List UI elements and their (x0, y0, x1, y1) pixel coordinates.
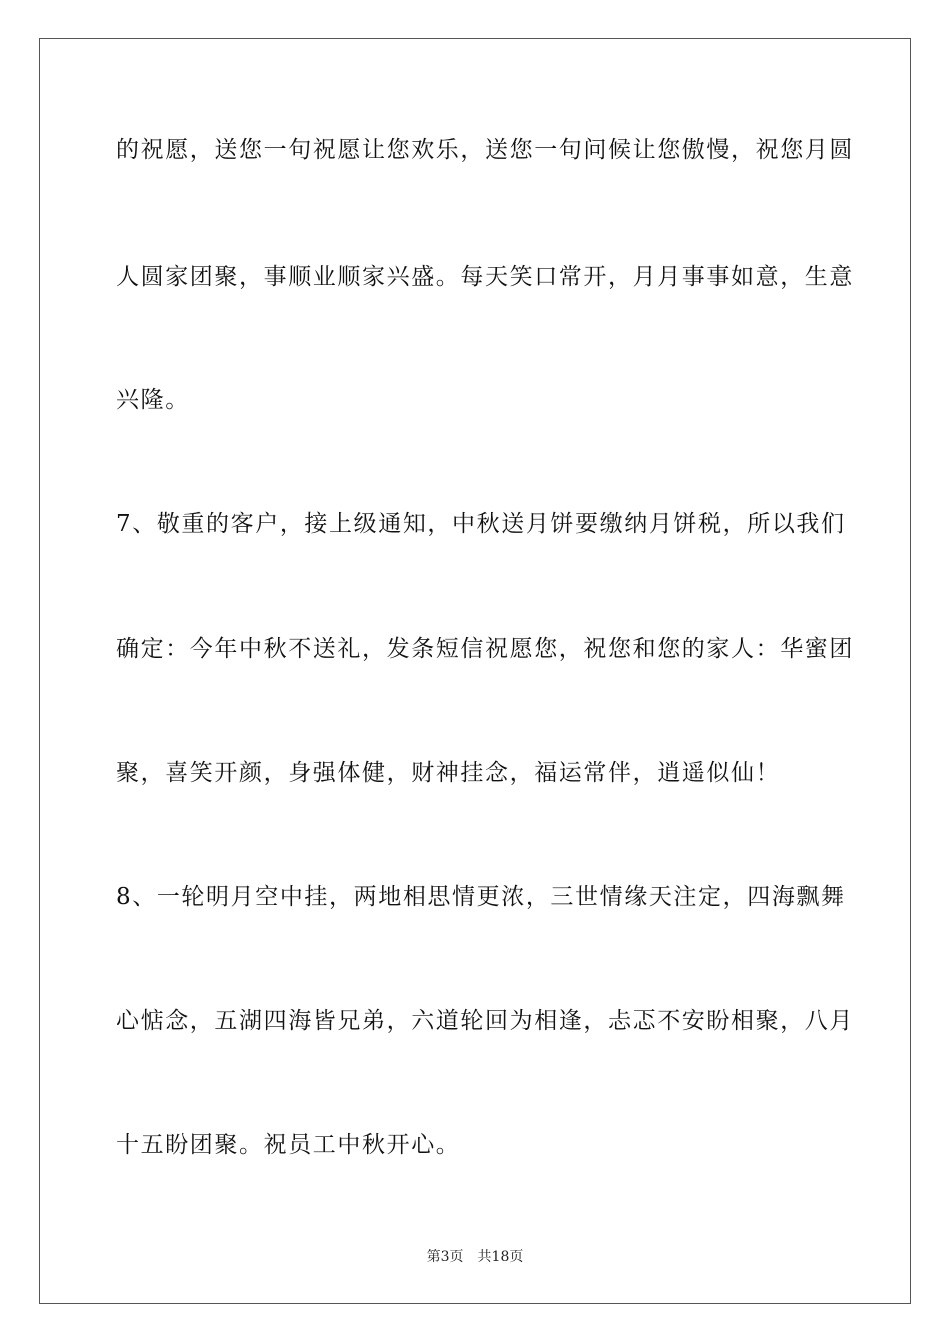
page-border (39, 38, 911, 1304)
text-line: 聚，喜笑开颜，身强体健，财神挂念，福运常伴，逍遥似仙！ (116, 760, 781, 786)
page-total: 共18页 (477, 1249, 524, 1265)
text-line: 十五盼团聚。祝员工中秋开心。 (116, 1132, 461, 1158)
text-line: 心惦念，五湖四海皆兄弟，六道轮回为相逢，忐忑不安盼相聚，八月 (116, 1008, 854, 1034)
text-line: 确定：今年中秋不送礼，发条短信祝愿您，祝您和您的家人：华蜜团 (116, 636, 854, 662)
text-line: 人圆家团聚，事顺业顺家兴盛。每天笑口常开，月月事事如意，生意 (116, 264, 854, 290)
text-line: 兴隆。 (116, 387, 190, 413)
text-line: 7、敬重的客户，接上级通知，中秋送月饼要缴纳月饼税，所以我们 (116, 511, 846, 537)
text-line: 8、一轮明月空中挂，两地相思情更浓，三世情缘天注定，四海飘舞 (116, 884, 846, 910)
page-number: 第3页 (426, 1249, 464, 1265)
page-footer (0, 1248, 950, 1266)
text-line: 的祝愿，送您一句祝愿让您欢乐，送您一句问候让您傲慢，祝您月圆 (116, 137, 854, 163)
